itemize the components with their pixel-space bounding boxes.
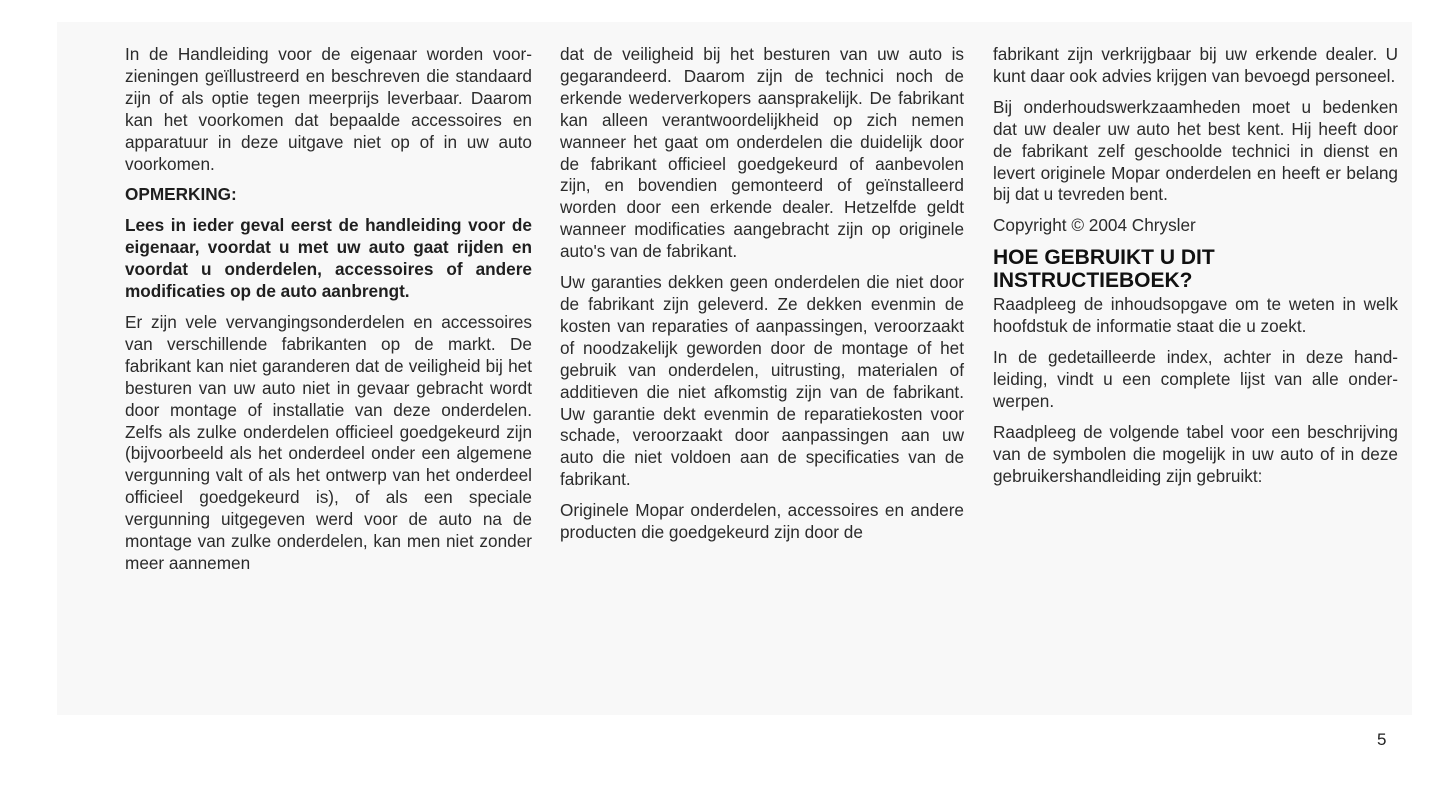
text-column-3 <box>993 44 1398 497</box>
note-text: Lees in ieder geval eerst de handleiding voor de eigenaar, voordat u met uw auto gaat rijden en voordat u onderdelen, accessoires of andere modificaties op de auto aanbrengt. <box>125 215 532 302</box>
note-label: OPMERKING: <box>125 184 237 205</box>
replacement-parts-paragraph: Er zijn vele vervangingsonderdelen en accessoires van verschillende fabrikanten op de markt. De fabrikant kan niet garanderen dat de veiligheid bij het besturen van uw auto niet in gevaar gebracht wordt door montage of installatie van deze onderdelen. Zelfs als zulke onderdelen officieel goedgekeurd zijn (bijvoorbeeld als het onderdeel onder een algemene vergunning valt of als het ontwerp van het onderdeel officieel goedgekeurd is), of als een speciale vergunning uitgegeven werd voor de auto na de montage van zulke onderdelen, kan men niet zonder meer aannemen <box>125 311 532 573</box>
symbols-paragraph: Raadpleeg de volgende tabel voor een beschrijving van de symbolen die mogelijk in uw auto of in deze gebruikershandleiding zijn gebruikt: <box>993 421 1398 486</box>
text-column-1 <box>125 44 532 584</box>
toc-paragraph: Raadpleeg de inhoudsopgave om te weten in welk hoofdstuk de informatie staat die u zoekt. <box>993 294 1398 337</box>
intro-paragraph: In de Handleiding voor de eigenaar worden voorzieningen geïllustreerd en beschreven die standaard zijn of als optie tegen meerprijs leverbaar. Daarom kan het voorkomen dat bepaalde accessoires en apparatuur in deze uitgave niet op of in uw auto voorkomen. <box>125 44 532 174</box>
index-paragraph: In de gedetailleerde index, achter in deze handleiding, vindt u een complete lijst van alle onderwerpen. <box>993 347 1398 411</box>
page-number: 5 <box>1377 730 1387 749</box>
liability-paragraph: dat de veiligheid bij het besturen van uw auto is gegarandeerd. Daarom zijn de technici noch de erkende wederverkopers aansprakelijk. De fabrikant kan alleen verantwoordelijkheid op zich nemen wanneer het gaat om onderdelen die duidelijk door de fabrikant officieel goedgekeurd of aanbevolen zijn, en bovendien gemonteerd of geïnstalleerd worden door een erkende dealer. Hetzelfde geldt wanneer modificaties aangebracht zijn op originele auto's van de fabrikant. <box>560 44 964 262</box>
warranty-paragraph: Uw garanties dekken geen onderdelen die niet door de fabrikant zijn geleverd. Ze dekken evenmin de kosten van reparaties of aanpassingen, veroorzaakt of noodzakelijk geworden door de montage of het gebruik van onderdelen, uitrusting, materialen of additieven die niet afkomstig zijn van de fabrikant. Uw garantie dekt evenmin de reparatiekosten voor schade, veroorzaakt door aanpassingen aan uw auto die niet voldoen aan de specificaties van de fabrikant. <box>560 272 964 490</box>
dealer-paragraph: fabrikant zijn verkrijgbaar bij uw erkende dealer. U kunt daar ook advies krijgen van bevoegd personeel. <box>993 44 1398 86</box>
maintenance-paragraph: Bij onderhoudswerkzaamheden moet u bedenken dat uw dealer uw auto het best kent. Hij heeft door de fabrikant zelf geschoolde technici in dienst en levert originele Mopar onderdelen en heeft er belang bij dat u tevreden bent. <box>993 96 1398 205</box>
copyright-line: Copyright © 2004 Chrysler <box>993 215 1196 236</box>
section-heading: HOE GEBRUIKT U DIT INSTRUCTIEBOEK? <box>993 246 1215 293</box>
mopar-paragraph: Originele Mopar onderdelen, accessoires en andere producten die goedgekeurd zijn door de <box>560 500 964 543</box>
text-column-2 <box>560 44 964 553</box>
